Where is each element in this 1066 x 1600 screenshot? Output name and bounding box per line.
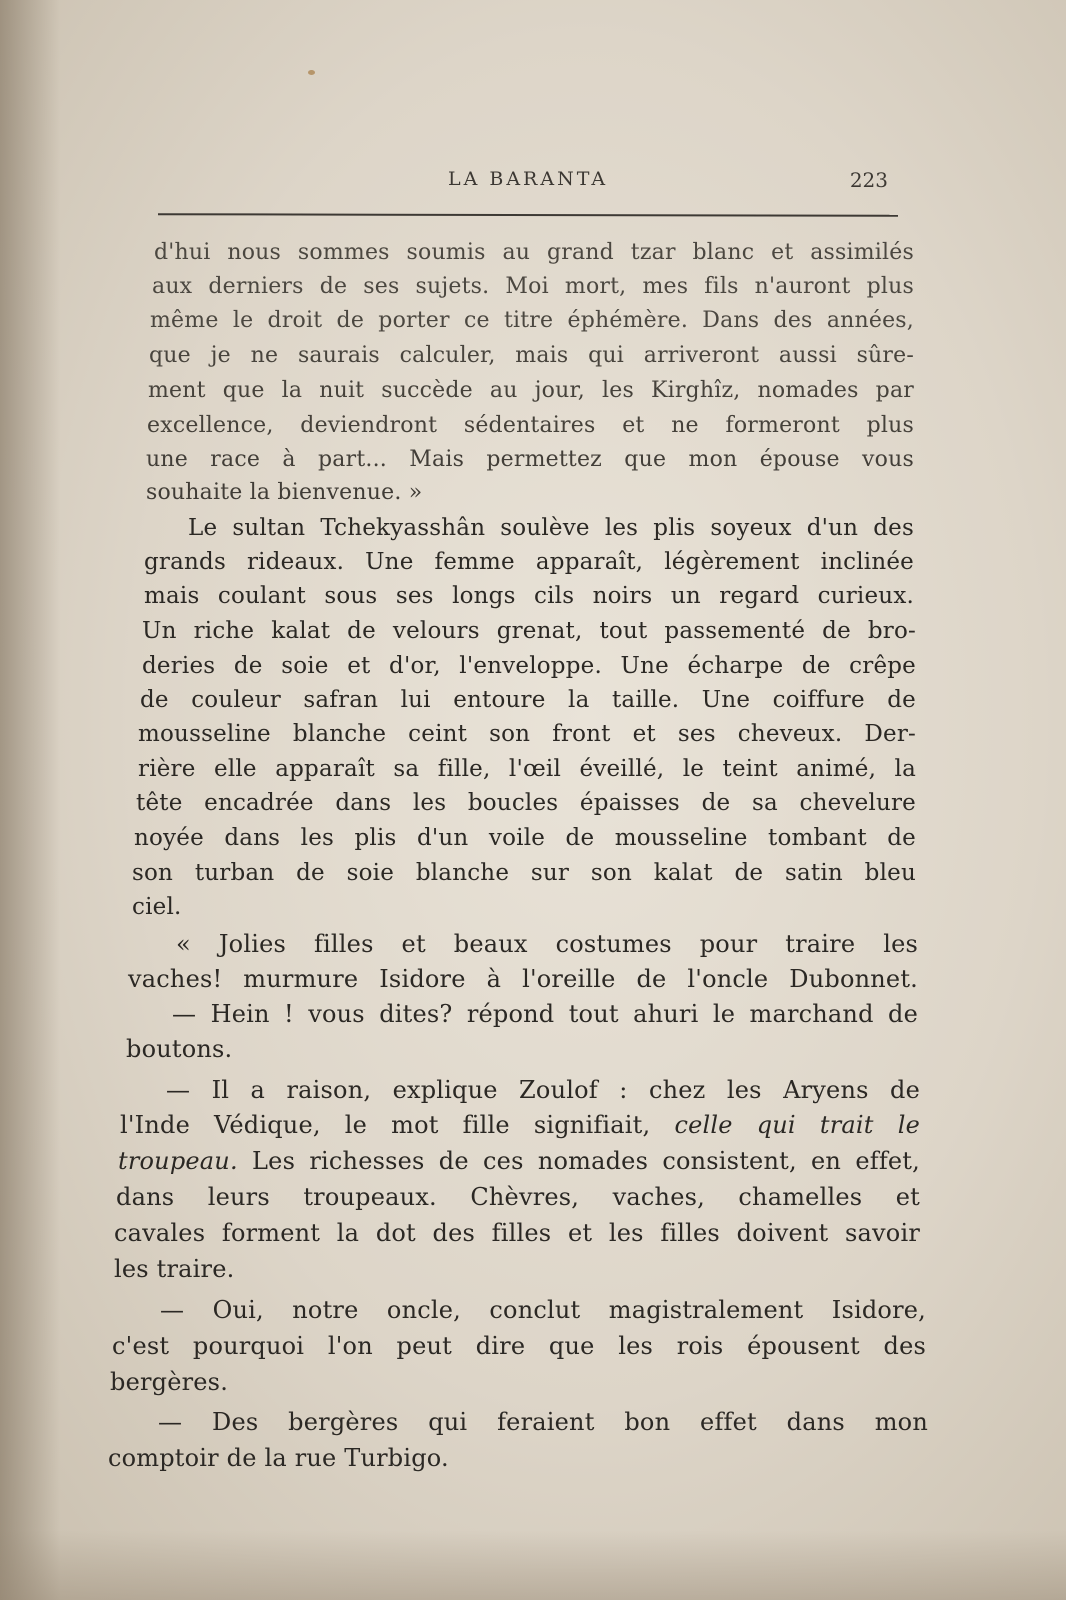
text-line: comptoir de la rue Turbigo.	[108, 1444, 449, 1472]
text-line: — Des bergères qui feraient bon effet dans mon	[158, 1408, 928, 1436]
text-line: de couleur safran lui entoure la taille. Une coiffure de	[140, 687, 916, 713]
running-title: LA BARANTA	[448, 168, 609, 190]
paper-stain	[308, 70, 315, 75]
text-line: ciel.	[132, 894, 182, 920]
page-bottom-shadow	[0, 1530, 1066, 1600]
page-number: 223	[849, 168, 888, 192]
text-line: — Il a raison, explique Zoulof : chez les Aryens de	[166, 1076, 920, 1104]
text-line: mousseline blanche ceint son front et ses cheveux. Der-	[138, 721, 916, 747]
page-gutter-shadow	[0, 0, 60, 1600]
text-line: c'est pourquoi l'on peut dire que les rois épousent des	[112, 1332, 926, 1360]
text-line: bergères.	[110, 1368, 229, 1396]
text-line: Le sultan Tchekyasshân soulève les plis soyeux d'un des	[188, 515, 914, 541]
text-line: excellence, deviendront sédentaires et ne formeront plus	[147, 413, 914, 438]
italic-text-segment: celle qui trait le	[674, 1111, 920, 1139]
text-segment: l'Inde Védique, le mot fille signifiait,	[120, 1111, 675, 1139]
text-line: grands rideaux. Une femme apparaît, légèrement inclinée	[144, 549, 914, 575]
text-line: une race à part... Mais permettez que mon épouse vous	[146, 447, 914, 472]
text-line: « Jolies filles et beaux costumes pour traire les	[176, 930, 918, 958]
text-line: que je ne saurais calculer, mais qui arriveront aussi sûre-	[149, 343, 914, 368]
text-line: Un riche kalat de velours grenat, tout passementé de bro-	[142, 618, 916, 644]
text-line: deries de soie et d'or, l'enveloppe. Une écharpe de crêpe	[142, 653, 916, 679]
text-line: les traire.	[114, 1255, 235, 1283]
text-line: dans leurs troupeaux. Chèvres, vaches, chamelles et	[116, 1183, 920, 1211]
text-segment: Les richesses de ces nomades consistent, en effet,	[237, 1147, 920, 1175]
text-line: même le droit de porter ce titre éphémère. Dans des années,	[150, 308, 914, 333]
text-line: aux derniers de ses sujets. Moi mort, mes fils n'auront plus	[152, 274, 914, 299]
text-line: — Oui, notre oncle, conclut magistralement Isidore,	[160, 1296, 926, 1324]
text-line	[118, 1147, 920, 1175]
text-line: cavales forment la dot des filles et les filles doivent savoir	[114, 1219, 920, 1247]
text-line: mais coulant sous ses longs cils noirs un regard curieux.	[144, 583, 914, 609]
text-line: ment que la nuit succède au jour, les Kirghîz, nomades par	[148, 378, 914, 403]
text-line: vaches! murmure Isidore à l'oreille de l'oncle Dubonnet.	[128, 965, 918, 993]
italic-text-segment: troupeau.	[118, 1147, 238, 1175]
header-rule	[158, 213, 898, 217]
text-line: souhaite la bienvenue. »	[146, 480, 423, 505]
text-line: boutons.	[126, 1035, 233, 1063]
page-header	[160, 168, 900, 198]
text-line: — Hein ! vous dites? répond tout ahuri le marchand de	[172, 1000, 918, 1028]
text-line: rière elle apparaît sa fille, l'œil éveillé, le teint animé, la	[138, 756, 916, 782]
text-line: d'hui nous sommes soumis au grand tzar blanc et assimilés	[154, 240, 914, 265]
text-line: tête encadrée dans les boucles épaisses de sa chevelure	[136, 790, 916, 816]
text-line: son turban de soie blanche sur son kalat de satin bleu	[132, 860, 916, 886]
text-line: noyée dans les plis d'un voile de mousseline tombant de	[134, 825, 916, 851]
text-line	[120, 1111, 920, 1139]
